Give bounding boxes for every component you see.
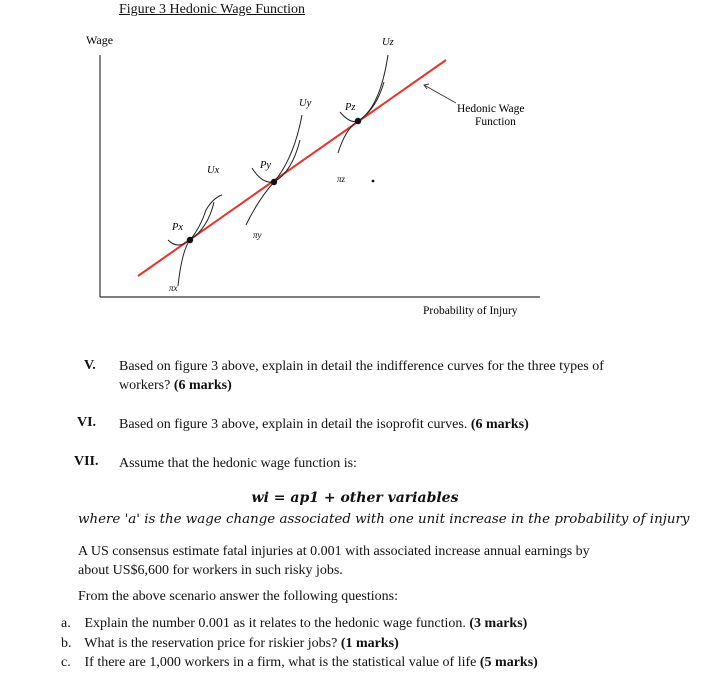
question-7-number: VII. xyxy=(74,454,99,469)
x-axis-label: Probability of Injury xyxy=(423,305,518,317)
sub-question-b xyxy=(61,636,399,652)
sub-question-c-text: If there are 1,000 workers in a firm, what is the statistical value of life xyxy=(84,655,477,670)
scenario-line-1: A US consensus estimate fatal injuries at 0.001 with associated increase annual earnings by xyxy=(78,544,590,559)
label-py: Py xyxy=(260,160,272,171)
sub-question-a-label: a. xyxy=(61,616,71,631)
sub-question-a-text: Explain the number 0.001 as it relates to the hedonic wage function. xyxy=(84,616,466,631)
indifference-curve-uy xyxy=(246,115,302,225)
label-px: Px xyxy=(172,222,184,233)
question-6-number: VI. xyxy=(77,415,97,430)
label-arrow xyxy=(424,85,456,103)
sub-question-c-marks: (5 marks) xyxy=(479,655,538,670)
question-6 xyxy=(119,415,659,434)
scenario-line-2: about US$6,600 for workers in such risky jobs. xyxy=(78,563,343,578)
sub-question-c xyxy=(61,655,538,671)
label-pix: πx xyxy=(169,283,178,293)
label-uz: Uz xyxy=(382,37,394,48)
label-uy: Uy xyxy=(299,98,312,109)
figure-title: Figure 3 Hedonic Wage Function xyxy=(119,2,306,17)
question-5-number: V. xyxy=(84,358,96,373)
question-6-text: Based on figure 3 above, explain in detail the isoprofit curves. xyxy=(119,417,468,432)
sub-question-c-label: c. xyxy=(61,655,71,670)
question-7 xyxy=(119,454,659,473)
label-ux: Ux xyxy=(207,165,220,176)
stray-dot xyxy=(372,180,375,183)
sub-question-b-text: What is the reservation price for riskier jobs? xyxy=(84,636,338,651)
question-5-text: Based on figure 3 above, explain in detail the indifference curves for the three types of workers? xyxy=(119,359,604,393)
tangency-point-x xyxy=(187,237,193,243)
label-piz: πz xyxy=(337,174,346,184)
sub-question-a xyxy=(61,616,527,632)
tangency-point-y xyxy=(271,179,277,185)
sub-question-a-marks: (3 marks) xyxy=(469,616,528,631)
question-6-marks: (6 marks) xyxy=(470,417,529,432)
y-axis-label: Wage xyxy=(86,33,114,47)
sub-question-b-label: b. xyxy=(61,636,72,651)
hedonic-label-line2: Function xyxy=(475,116,516,128)
question-5 xyxy=(119,357,639,395)
scenario-prompt: From the above scenario answer the following questions: xyxy=(78,589,398,604)
hedonic-formula: wi = ap1 + other variables xyxy=(251,490,459,506)
indifference-curve-ux xyxy=(178,195,222,286)
label-piy: πy xyxy=(253,230,262,240)
formula-note: where 'a' is the wage change associated with one unit increase in the probability of injury xyxy=(78,512,690,527)
question-5-marks: (6 marks) xyxy=(173,378,232,393)
question-7-text: Assume that the hedonic wage function is: xyxy=(119,456,357,471)
label-pz: Pz xyxy=(345,102,356,113)
hedonic-wage-figure xyxy=(0,0,710,330)
tangency-point-z xyxy=(355,118,361,124)
hedonic-label-line1: Hedonic Wage xyxy=(457,103,525,115)
sub-question-b-marks: (1 marks) xyxy=(340,636,399,651)
